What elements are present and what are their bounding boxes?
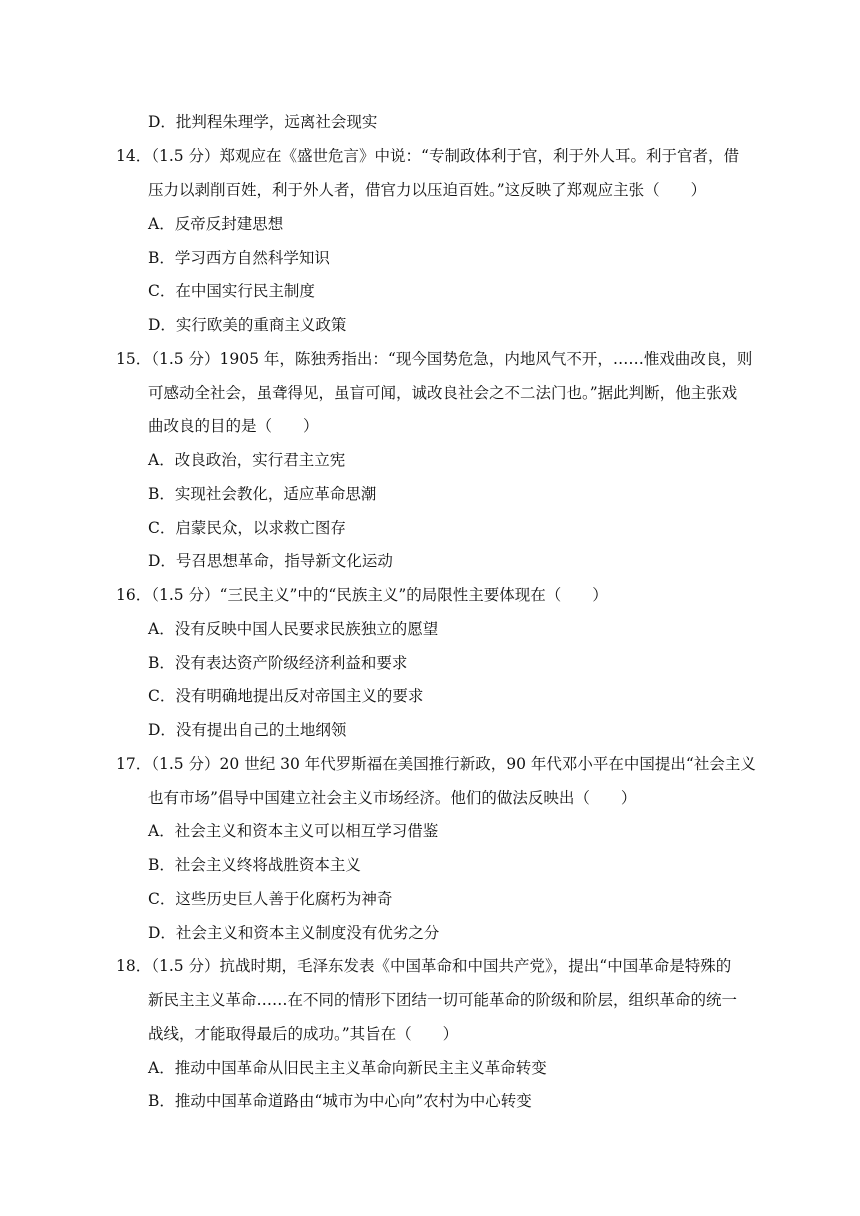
option-13-d: D．批判程朱理学，远离社会现实 [148, 113, 378, 131]
option-15-c: C．启蒙民众，以求救亡图存 [148, 519, 346, 537]
option-17-d: D．社会主义和资本主义制度没有优劣之分 [148, 924, 440, 942]
question-14-line-1: 14．（1.5 分）郑观应在《盛世危言》中说：“专制政体利于官，利于外人耳。利于官者，借 [116, 147, 739, 165]
option-15-a: A．改良政治，实行君主立宪 [148, 451, 346, 469]
option-14-d: D．实行欧美的重商主义政策 [148, 316, 347, 334]
option-18-b: B．推动中国革命道路由“城市为中心向”农村为中心转变 [148, 1092, 532, 1110]
option-17-a: A．社会主义和资本主义可以相互学习借鉴 [148, 822, 439, 840]
option-14-c: C．在中国实行民主制度 [148, 282, 315, 300]
question-15-line-1: 15．（1.5 分）1905 年，陈独秀指出：“现今国势危急，内地风气不开，……惟戏曲改良，则 [116, 350, 753, 368]
question-14-line-2: 压力以剥削百姓，利于外人者，借官力以压迫百姓。”这反映了郑观应主张（ ） [148, 181, 707, 199]
question-18-line-3: 战线，才能取得最后的成功。”其旨在（ ） [148, 1025, 459, 1043]
option-15-b: B．实现社会教化，适应革命思潮 [148, 485, 377, 503]
question-16-line-1: 16．（1.5 分）“三民主义”中的“民族主义”的局限性主要体现在（ ） [116, 586, 608, 604]
question-15-line-2: 可感动全社会，虽聋得见，虽盲可闻，诚改良社会之不二法门也。”据此判断，他主张戏 [148, 384, 738, 402]
question-15-line-3: 曲改良的目的是（ ） [148, 417, 319, 435]
option-17-c: C．这些历史巨人善于化腐朽为神奇 [148, 890, 393, 908]
option-16-b: B．没有表达资产阶级经济利益和要求 [148, 654, 408, 672]
option-15-d: D．号召思想革命，指导新文化运动 [148, 552, 393, 570]
option-16-d: D．没有提出自己的土地纲领 [148, 721, 347, 739]
option-16-c: C．没有明确地提出反对帝国主义的要求 [148, 687, 424, 705]
question-18-line-1: 18．（1.5 分）抗战时期，毛泽东发表《中国革命和中国共产党》，提出“中国革命是特殊的 [116, 957, 732, 975]
option-16-a: A．没有反映中国人民要求民族独立的愿望 [148, 620, 439, 638]
option-14-b: B．学习西方自然科学知识 [148, 249, 330, 267]
option-14-a: A．反帝反封建思想 [148, 215, 284, 233]
question-17-line-1: 17．（1.5 分）20 世纪 30 年代罗斯福在美国推行新政，90 年代邓小平在中国提出“社会主义 [116, 755, 756, 773]
question-18-line-2: 新民主主义革命……在不同的情形下团结一切可能革命的阶级和阶层，组织革命的统一 [148, 991, 738, 1009]
question-17-line-2: 也有市场”倡导中国建立社会主义市场经济。他们的做法反映出（ ） [148, 789, 637, 807]
option-18-a: A．推动中国革命从旧民主主义革命向新民主主义革命转变 [148, 1059, 547, 1077]
option-17-b: B．社会主义终将战胜资本主义 [148, 856, 361, 874]
